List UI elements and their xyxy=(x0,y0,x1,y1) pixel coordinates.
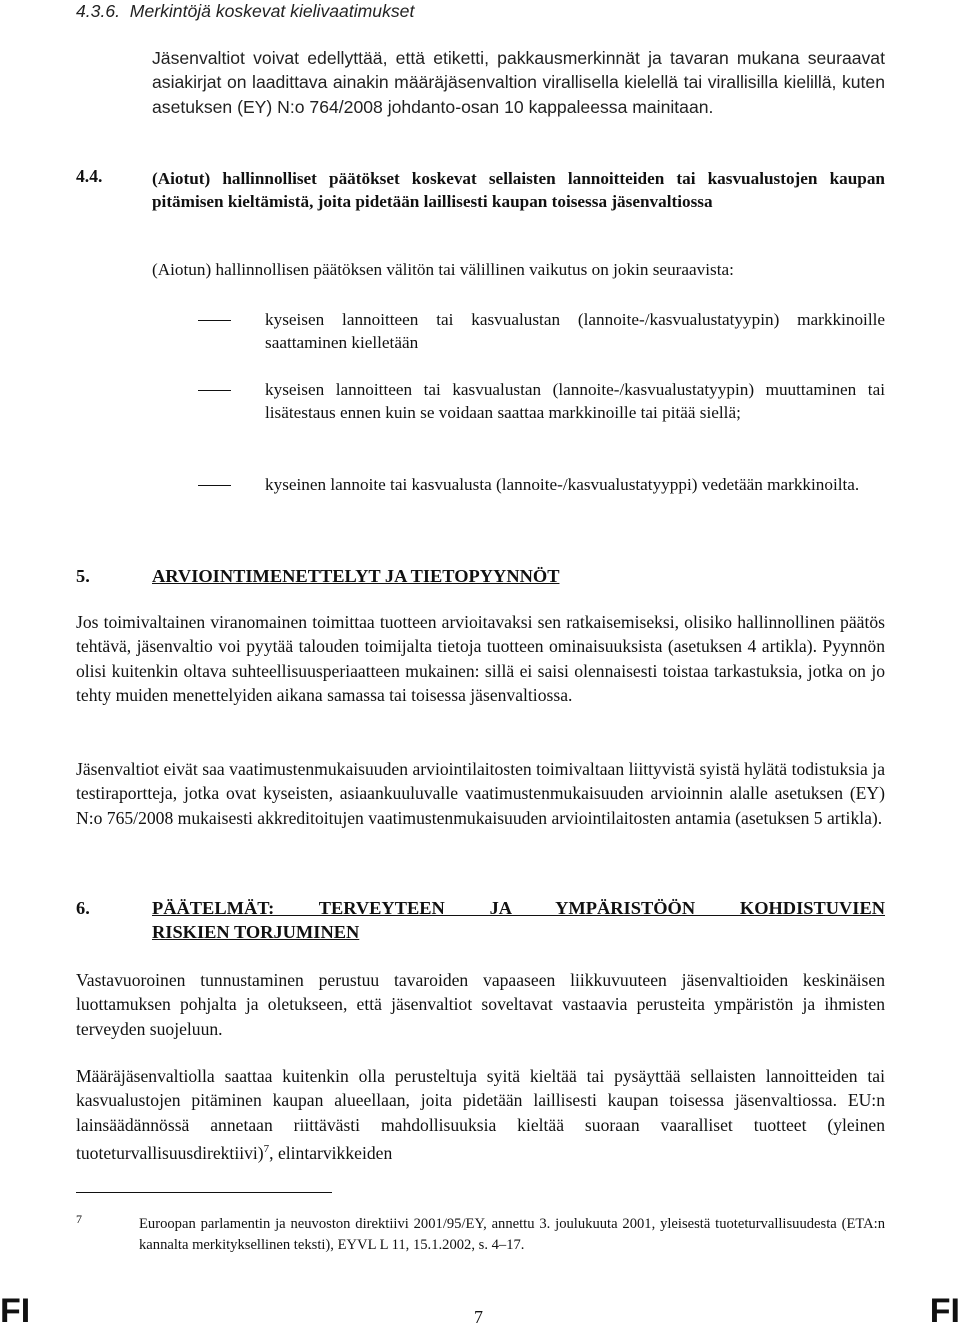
section-6-title-line-2: RISKIEN TORJUMINEN xyxy=(152,922,360,942)
section-4-4-title: (Aiotut) hallinnolliset päätökset koskevat sellaisten lannoitteiden tai kasvualustojen kaupan pitämisen kieltämistä, joita pidetään laillisesti kaupan toisessa jäsenvaltiossa xyxy=(152,169,885,211)
section-6-paragraph-2-text: Määräjäsenvaltiolla saattaa kuitenkin olla perusteltuja syitä kieltää tai pysäyttää sellaisten lannoitteiden tai kasvualustojen pitäminen kaupan alueellaan, joita pidetään laillisesti kaupan toisessa jäsenvaltiossa. EU:n lainsäädännössä annetaan riittävästi mahdollisuuksia kieltää suoraan vaaralliset tuotteet (yleinen tuoteturvallisuusdirektiivi) xyxy=(76,1066,885,1164)
footnote-text: Euroopan parlamentin ja neuvoston direktiivi 2001/95/EY, annettu 3. joulukuuta 2001, yleisestä tuoteturvallisuudesta (ETA:n kannalta merkityksellinen teksti), EYVL L 11, 15.1.2002, s. 4–17. xyxy=(139,1216,885,1253)
section-4-4-intro: (Aiotun) hallinnollisen päätöksen välitön tai välillinen vaikutus on jokin seuraavista: xyxy=(152,260,734,279)
list-dash xyxy=(198,390,231,391)
list-item: kyseisen lannoitteen tai kasvualustan (lannoite-/kasvualustatyypin) markkinoille saattaminen kielletään xyxy=(265,310,885,352)
section-4-4-number: 4.4. xyxy=(76,166,103,186)
section-5-paragraph-2: Jäsenvaltiot eivät saa vaatimustenmukaisuuden arviointilaitosten toimivaltaan liittyvistä syistä hylätä todistuksia ja testiraportteja, jotka ovat kyseisten, asiaankuuluvalle vaatimustenmukaisuuden arvioinnin alalle asetuksen (EY) N:o 765/2008 mukaisesti akkreditoitujen vaatimustenmukaisuuden arviointilaitosten antamia (asetuksen 5 artikla). xyxy=(76,759,885,828)
page-number: 7 xyxy=(474,1307,483,1327)
list-item: kyseinen lannoite tai kasvualusta (lannoite-/kasvualustatyyppi) vedetään markkinoilta. xyxy=(265,475,860,494)
list-item: kyseisen lannoitteen tai kasvualustan (lannoite-/kasvualustatyypin) muuttaminen tai lisätestaus ennen kuin se voidaan saattaa markkinoille tai pitää siellä; xyxy=(265,380,885,422)
list-dash xyxy=(198,485,231,486)
footnote-marker: 7 xyxy=(76,1212,82,1226)
section-6-number: 6. xyxy=(76,898,90,918)
list-dash xyxy=(198,320,231,321)
section-4-3-6-body: Jäsenvaltiot voivat edellyttää, että etiketti, pakkausmerkinnät ja tavaran mukana seuraavat asiakirjat on laadittava ainakin määräjäsenvaltion virallisella kielellä tai virallisilla kielillä, kuten asetuksen (EY) N:o 764/2008 johdanto-osan 10 kappaleessa mainitaan. xyxy=(152,48,885,117)
footer-language-left: FI xyxy=(0,1292,31,1330)
section-5-number: 5. xyxy=(76,566,90,586)
section-6-paragraph-2-tail: , elintarvikkeiden xyxy=(269,1143,393,1164)
section-5-paragraph-1: Jos toimivaltainen viranomainen toimittaa tuotteen arvioitavaksi sen ratkaisemiseksi, olisiko hallinnollinen päätös tehtävä, jäsenvaltio voi pyytää talouden toimijalta tietoja tuotteen ominaisuuksista (asetuksen 4 artikla). Pyynnön olisi kuitenkin oltava suhteellisuusperiaatteen mukainen: sillä ei saisi olennaisesti toistaa tarkastuksia, jotka on jo tehty muiden menettelyiden aikana samassa tai toisessa jäsenvaltiossa. xyxy=(76,612,885,706)
section-5-title: ARVIOINTIMENETTELYT JA TIETOPYYNNÖT xyxy=(152,566,560,586)
section-6-title-line-1: PÄÄTELMÄT: TERVEYTEEN JA YMPÄRISTÖÖN KOHDISTUVIEN xyxy=(152,898,885,918)
section-6-paragraph-2 xyxy=(76,1064,885,1165)
footer-language-right: FI xyxy=(929,1292,960,1330)
footnote-reference[interactable]: 7 xyxy=(263,1143,270,1156)
section-4-3-6-heading: 4.3.6. Merkintöjä koskevat kielivaatimukset xyxy=(76,1,415,21)
section-6-paragraph-1: Vastavuoroinen tunnustaminen perustuu tavaroiden vapaaseen liikkuvuuteen jäsenvaltioiden keskinäisen luottamuksen pohjalta ja oletukseen, että jäsenvaltiot soveltavat vastaavia perusteita ympäristön ja ihmisten terveyden suojeluun. xyxy=(76,970,885,1039)
footnote-separator xyxy=(76,1192,332,1193)
